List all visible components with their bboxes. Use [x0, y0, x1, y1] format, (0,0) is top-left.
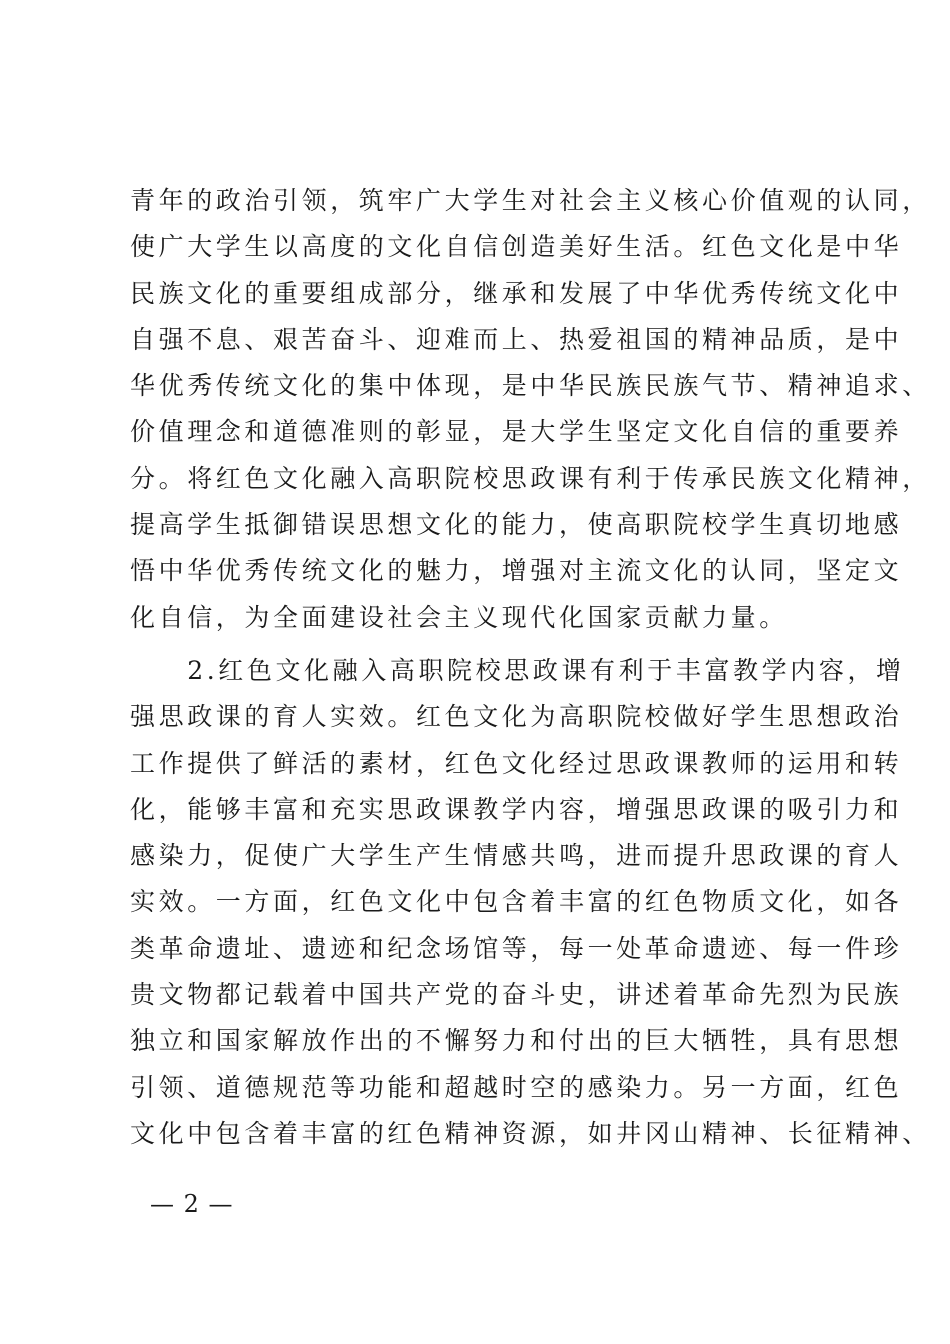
- paragraph-1-line: 使广大学生以高度的文化自信创造美好生活。红色文化是中华: [130, 232, 903, 262]
- paragraph-2-line: 类革命遗址、遗迹和纪念场馆等，每一处革命遗迹、每一件珍: [130, 933, 903, 963]
- paragraph-2-line: 独立和国家解放作出的不懈努力和付出的巨大牺牲，具有思想: [130, 1026, 903, 1056]
- paragraph-2-line: 引领、道德规范等功能和超越时空的感染力。另一方面，红色: [130, 1072, 903, 1102]
- paragraph-2-line: 化，能够丰富和充实思政课教学内容，增强思政课的吸引力和: [130, 794, 903, 824]
- paragraph-1-line: 华优秀传统文化的集中体现，是中华民族民族气节、精神追求、: [130, 371, 931, 401]
- paragraph-1-line: 分。将红色文化融入高职院校思政课有利于传承民族文化精神，: [130, 463, 931, 493]
- paragraph-2-line: 贵文物都记载着中国共产党的奋斗史，讲述着革命先烈为民族: [130, 980, 903, 1010]
- paragraph-1-line: 青年的政治引领，筑牢广大学生对社会主义核心价值观的认同，: [130, 186, 931, 215]
- paragraph-1-line: 提高学生抵御错误思想文化的能力，使高职院校学生真切地感: [130, 510, 903, 540]
- paragraph-2-line: 实效。一方面，红色文化中包含着丰富的红色物质文化，如各: [130, 887, 903, 917]
- paragraph-2-line: 感染力，促使广大学生产生情感共鸣，进而提升思政课的育人: [130, 841, 903, 871]
- paragraph-2-line: 2.红色文化融入高职院校思政课有利于丰富教学内容，增: [130, 655, 905, 685]
- paragraph-1-line: 民族文化的重要组成部分，继承和发展了中华优秀传统文化中: [130, 278, 903, 308]
- paragraph-2-line: 文化中包含着丰富的红色精神资源，如井冈山精神、长征精神、: [130, 1118, 931, 1148]
- paragraph-2-line: 强思政课的育人实效。红色文化为高职院校做好学生思想政治: [130, 702, 903, 732]
- body-text: [130, 178, 931, 1157]
- paragraph-2-line: 工作提供了鲜活的素材，红色文化经过思政课教师的运用和转: [130, 748, 903, 778]
- page-number: — 2 —: [150, 1190, 234, 1218]
- paragraph-1-line: 化自信，为全面建设社会主义现代化国家贡献力量。: [130, 602, 788, 632]
- paragraph-1-line: 价值理念和道德准则的彰显，是大学生坚定文化自信的重要养: [130, 417, 903, 447]
- paragraph-1-line: 悟中华优秀传统文化的魅力，增强对主流文化的认同，坚定文: [130, 556, 903, 586]
- paragraph-1-line: 自强不息、艰苦奋斗、迎难而上、热爱祖国的精神品质，是中: [130, 324, 903, 354]
